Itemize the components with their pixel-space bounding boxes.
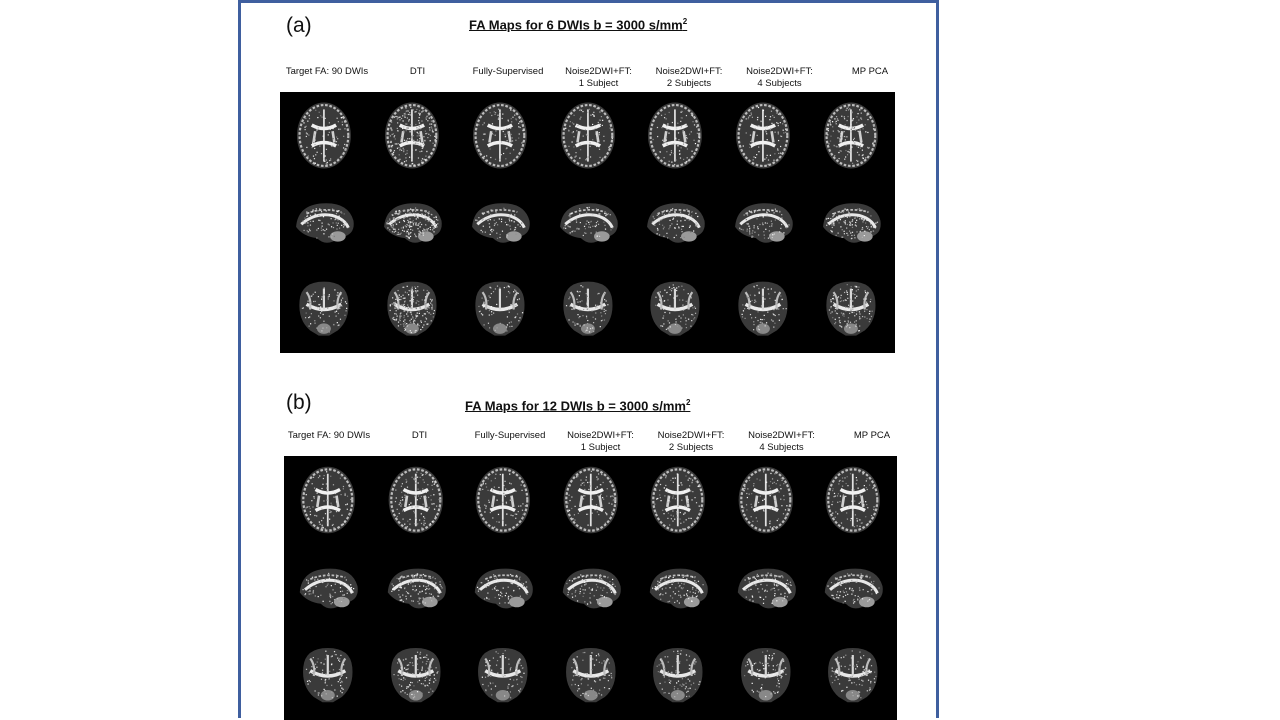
- image-cell: [456, 179, 544, 266]
- sagittal-fa-map: [807, 179, 895, 266]
- image-cell: [631, 266, 719, 353]
- column-label: [374, 430, 466, 442]
- axial-fa-map: [544, 92, 632, 179]
- coronal-fa-map: [456, 266, 544, 353]
- coronal-fa-map: [284, 632, 372, 720]
- image-cell: [719, 179, 807, 266]
- column-label-line1: Fully-Supervised: [474, 430, 546, 441]
- sagittal-fa-map: [809, 544, 897, 632]
- coronal-fa-map: [809, 632, 897, 720]
- column-label: [824, 66, 916, 78]
- image-cell: [456, 92, 544, 179]
- column-label-line1: MP PCA: [851, 66, 889, 77]
- column-label-line2: 1 Subject: [580, 442, 621, 453]
- sagittal-fa-map: [631, 179, 719, 266]
- sagittal-fa-map: [634, 544, 722, 632]
- image-cell: [547, 456, 635, 544]
- axial-fa-map: [284, 456, 372, 544]
- image-cell: [719, 92, 807, 179]
- column-label-line1: Noise2DWI+FT:: [746, 66, 813, 77]
- column-label-line2: 4 Subjects: [757, 78, 802, 89]
- coronal-fa-map: [544, 266, 632, 353]
- sagittal-fa-map: [372, 544, 460, 632]
- panel-b-title-text: FA Maps for 12 DWIs b = 3000 s/mm: [465, 398, 686, 414]
- column-label: [283, 430, 375, 442]
- image-cell: [722, 632, 810, 720]
- coronal-fa-map: [459, 632, 547, 720]
- column-label-line2: 1 Subject: [578, 78, 619, 89]
- image-cell: [807, 266, 895, 353]
- image-cell: [456, 266, 544, 353]
- panel-a-title-text: FA Maps for 6 DWIs b = 3000 s/mm: [469, 17, 683, 33]
- axial-fa-map: [372, 456, 460, 544]
- sagittal-fa-map: [459, 544, 547, 632]
- column-label: [464, 430, 556, 442]
- image-cell: [372, 544, 460, 632]
- coronal-fa-map: [547, 632, 635, 720]
- axial-fa-map: [719, 92, 807, 179]
- column-label: [734, 66, 826, 90]
- image-cell: [809, 632, 897, 720]
- sagittal-fa-map: [544, 179, 632, 266]
- axial-fa-map: [456, 92, 544, 179]
- sagittal-fa-map: [722, 544, 810, 632]
- image-cell: [459, 544, 547, 632]
- column-label-line1: Noise2DWI+FT:: [657, 430, 725, 441]
- column-label: [372, 66, 464, 78]
- image-cell: [368, 92, 456, 179]
- axial-fa-map: [368, 92, 456, 179]
- panel-a-letter: (a): [286, 14, 312, 37]
- image-cell: [722, 544, 810, 632]
- panel-b-image-grid: [284, 456, 897, 720]
- column-label-line2: 4 Subjects: [759, 442, 804, 453]
- image-cell: [284, 544, 372, 632]
- image-cell: [368, 179, 456, 266]
- column-label: [281, 66, 373, 78]
- image-cell: [807, 92, 895, 179]
- column-label-line1: Noise2DWI+FT:: [655, 66, 723, 77]
- column-label-line2: 2 Subjects: [666, 78, 712, 89]
- axial-fa-map: [807, 92, 895, 179]
- column-label: [645, 430, 737, 454]
- column-label: [462, 66, 554, 78]
- column-label: [553, 66, 645, 90]
- sagittal-fa-map: [368, 179, 456, 266]
- image-cell: [544, 92, 632, 179]
- image-cell: [634, 632, 722, 720]
- image-cell: [459, 632, 547, 720]
- image-cell: [280, 266, 368, 353]
- image-cell: [372, 632, 460, 720]
- column-label-line1: MP PCA: [853, 430, 891, 441]
- coronal-fa-map: [634, 632, 722, 720]
- coronal-fa-map: [280, 266, 368, 353]
- sagittal-fa-map: [280, 179, 368, 266]
- column-label-line1: Fully-Supervised: [472, 66, 544, 77]
- panel-a-image-grid: [280, 92, 895, 353]
- coronal-fa-map: [631, 266, 719, 353]
- column-label: [555, 430, 647, 454]
- image-cell: [719, 266, 807, 353]
- sagittal-fa-map: [547, 544, 635, 632]
- image-cell: [280, 179, 368, 266]
- axial-fa-map: [809, 456, 897, 544]
- column-label: [643, 66, 735, 90]
- sagittal-fa-map: [284, 544, 372, 632]
- coronal-fa-map: [722, 632, 810, 720]
- image-cell: [631, 92, 719, 179]
- axial-fa-map: [547, 456, 635, 544]
- image-cell: [459, 456, 547, 544]
- image-cell: [547, 632, 635, 720]
- axial-fa-map: [631, 92, 719, 179]
- image-cell: [722, 456, 810, 544]
- image-cell: [280, 92, 368, 179]
- column-label: [736, 430, 828, 454]
- image-cell: [544, 179, 632, 266]
- axial-fa-map: [722, 456, 810, 544]
- panel-b-title: [465, 398, 690, 413]
- column-label-line1: Target FA: 90 DWIs: [285, 66, 369, 77]
- image-cell: [284, 632, 372, 720]
- coronal-fa-map: [368, 266, 456, 353]
- image-cell: [634, 456, 722, 544]
- sagittal-fa-map: [719, 179, 807, 266]
- column-label-line2: 2 Subjects: [668, 442, 714, 453]
- image-cell: [544, 266, 632, 353]
- coronal-fa-map: [372, 632, 460, 720]
- image-cell: [368, 266, 456, 353]
- column-label: [826, 430, 918, 442]
- axial-fa-map: [634, 456, 722, 544]
- panel-a-title: [469, 17, 687, 32]
- panel-b-title-sup: 2: [685, 398, 691, 407]
- axial-fa-map: [280, 92, 368, 179]
- panel-b-letter: (b): [286, 391, 312, 414]
- column-label-line1: Target FA: 90 DWIs: [287, 430, 371, 441]
- column-label-line1: Noise2DWI+FT:: [567, 430, 634, 441]
- coronal-fa-map: [719, 266, 807, 353]
- column-label-line1: Noise2DWI+FT:: [565, 66, 632, 77]
- image-cell: [809, 544, 897, 632]
- column-label-line1: DTI: [409, 66, 426, 77]
- image-cell: [809, 456, 897, 544]
- image-cell: [631, 179, 719, 266]
- coronal-fa-map: [807, 266, 895, 353]
- column-label-line1: DTI: [411, 430, 428, 441]
- image-cell: [547, 544, 635, 632]
- image-cell: [634, 544, 722, 632]
- image-cell: [807, 179, 895, 266]
- axial-fa-map: [459, 456, 547, 544]
- panel-a-title-sup: 2: [682, 17, 688, 26]
- image-cell: [372, 456, 460, 544]
- sagittal-fa-map: [456, 179, 544, 266]
- column-label-line1: Noise2DWI+FT:: [748, 430, 815, 441]
- image-cell: [284, 456, 372, 544]
